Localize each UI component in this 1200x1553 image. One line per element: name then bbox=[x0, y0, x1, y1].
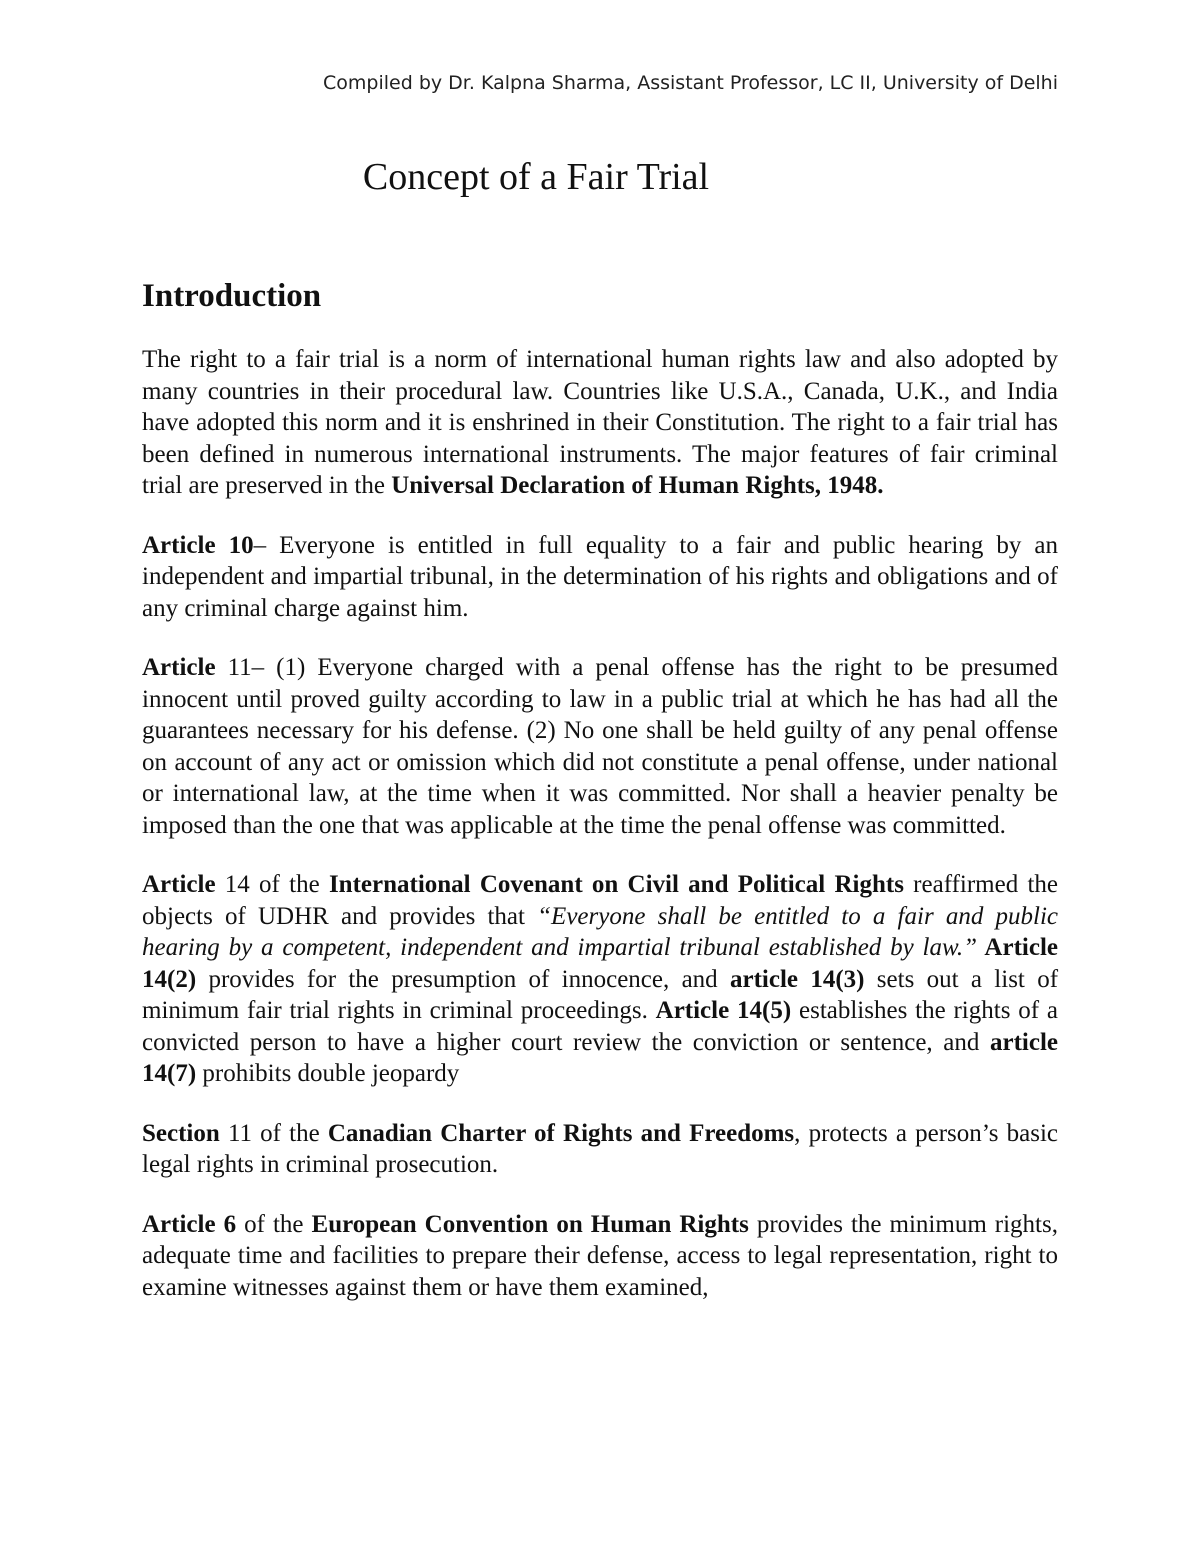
intro-text: The right to a fair trial is a norm of international human rights law and also adopted by many countries in their procedural law. Countries like U.S.A., Canada, U.K., and India have adopted this norm and it is enshrined in their Constitution. The right to a fair trial has been defined in numerous international instruments. The major features of fair criminal trial are preserved in the bbox=[142, 346, 1058, 499]
document-title: Concept of a Fair Trial bbox=[362, 156, 710, 198]
paragraph-introduction bbox=[142, 344, 1058, 502]
article-11-label: Article bbox=[142, 654, 216, 681]
paragraph-echr bbox=[142, 1209, 1058, 1304]
echr-convention-name: European Convention on Human Rights bbox=[311, 1210, 749, 1238]
section-11-label: Section bbox=[142, 1119, 220, 1147]
iccpr-quote: “Everyone shall be entitled to a fair and public hearing by a competent, independent and impartial tribunal established by law.” bbox=[142, 902, 1058, 961]
iccpr-text-6: prohibits double jeopardy bbox=[196, 1060, 460, 1087]
paragraph-article-11 bbox=[142, 652, 1058, 841]
echr-text-1: of the bbox=[236, 1210, 312, 1238]
paragraph-iccpr bbox=[142, 869, 1058, 1090]
article-14-7-ref: article 14(7) bbox=[142, 1028, 1058, 1087]
iccpr-text-5: establishes the rights of a convicted person to have a higher court review the conviction or sentence, and bbox=[142, 997, 1058, 1056]
article-14-2-ref: Article 14(2) bbox=[142, 934, 1058, 993]
paragraph-article-10 bbox=[142, 530, 1058, 625]
article-14-5-ref: Article 14(5) bbox=[655, 997, 792, 1024]
canadian-charter-name: Canadian Charter of Rights and Freedoms bbox=[327, 1119, 795, 1147]
canada-text-2: , protects a person’s basic legal rights in criminal prosecution. bbox=[142, 1119, 1058, 1178]
iccpr-text-2: reaffirmed the objects of UDHR and provides that bbox=[142, 871, 1059, 930]
iccpr-covenant-name: International Covenant on Civil and Political Rights bbox=[328, 871, 904, 898]
article-6-label: Article 6 bbox=[142, 1210, 237, 1238]
iccpr-text-1: 14 of the bbox=[215, 871, 329, 898]
iccpr-text-3: provides for the presumption of innocence, and bbox=[196, 965, 730, 993]
iccpr-text-4: sets out a list of minimum fair trial rights in criminal proceedings. bbox=[142, 965, 1059, 1024]
canada-text-1: 11 of the bbox=[219, 1119, 328, 1147]
article-14-3-ref: article 14(3) bbox=[730, 965, 865, 993]
document-body bbox=[142, 276, 1058, 1331]
article-10-text: – Everyone is entitled in full equality to a fair and public hearing by an independent and impartial tribunal, in the determination of his rights and obligations and of any criminal charge against him. bbox=[142, 531, 1058, 622]
section-heading-introduction: Introduction bbox=[142, 278, 322, 314]
page-header-credit: Compiled by Dr. Kalpna Sharma, Assistant Professor, LC II, University of Delhi bbox=[323, 72, 1058, 94]
udhr-reference: Universal Declaration of Human Rights, 1948. bbox=[391, 472, 884, 499]
iccpr-article-label: Article bbox=[142, 871, 216, 898]
paragraph-canadian-charter bbox=[142, 1118, 1058, 1181]
article-10-label: Article 10 bbox=[142, 531, 254, 559]
echr-text-2: provides the minimum rights, adequate time and facilities to prepare their defense, access to legal representation, right to examine witnesses against them or have them examined, bbox=[142, 1210, 1058, 1301]
article-11-text: 11– (1) Everyone charged with a penal offense has the right to be presumed innocent until proved guilty according to law in a public trial at which he has had all the guarantees necessary for his defense. (2) No one shall be held guilty of any penal offense on account of any act or omission which did not constitute a penal offense, under national or international law, at the time when it was committed. Nor shall a heavier penalty be imposed than the one that was applicable at the time the penal offense was committed. bbox=[142, 654, 1058, 839]
